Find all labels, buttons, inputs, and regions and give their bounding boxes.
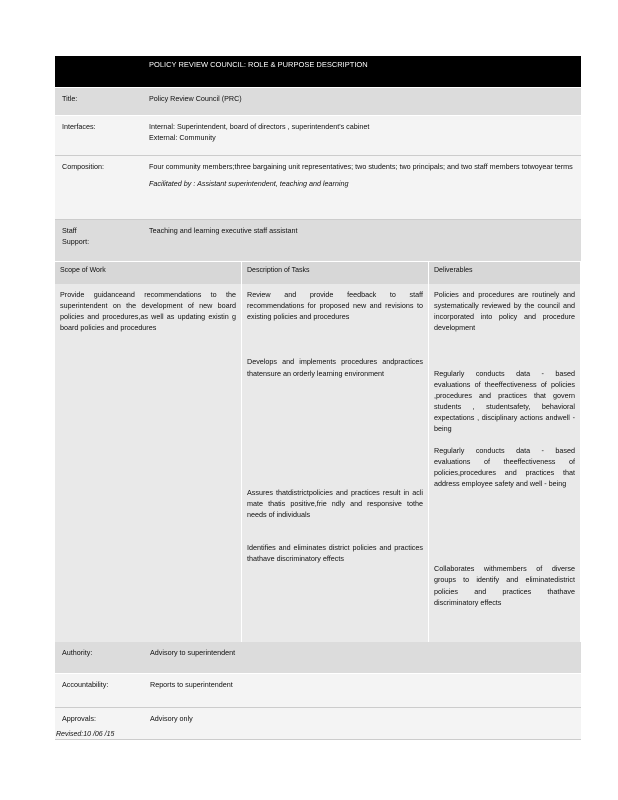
scope-text: Provide guidanceand recommendations to the superintendent on the development of new board policies and procedures,as well as updating existin g board policies and procedures [60,290,236,333]
scope-body-row [55,284,581,642]
deliverables-list [429,284,580,631]
interfaces-value [143,116,581,156]
deliverable-item: Regularly conducts data - based evaluations of theeffectiveness of policies,procedures and practices that address employee safety and well - being [434,445,575,489]
staff-support-value: Teaching and learning executive staff assistant [143,220,581,262]
approvals-value: Advisory only [144,708,581,740]
composition-members: Four community members;three bargaining unit representatives; two students; two principals; and two staff members totwoyear terms [149,162,573,171]
deliverable-item: Regularly conducts data - based evaluations of theeffectiveness of policies ,procedures and practices that govern students , studentsafety, behavioral expectations , disciplinary actions andwell -being [434,368,575,434]
tasks-list [242,284,428,588]
composition-facilitator: Facilitated by : Assistant superintendent, teaching and learning [149,179,349,189]
deliverable-item: Policies and procedures are routinely and systematically reviewed by the council and incorporated into policy and procedure development [434,290,575,333]
accountability-value: Reports to superintendent [144,674,581,708]
task-item: Review and provide feedback to staff recommendations for proposed new and revisions to existing policies and procedures [247,290,423,322]
approvals-row [55,708,581,740]
policy-table [55,56,581,262]
header-blank-cell [55,56,143,87]
accountability-row [55,674,581,708]
authority-row [55,642,581,674]
composition-label: Composition: [55,156,143,220]
task-item: Assures thatdistrictpolicies and practices result in acli mate thatis positive,frie ndly and responsive tothe needs of individuals [247,487,423,520]
scope-header-tasks: Description of Tasks [242,262,429,284]
header-title: POLICY REVIEW COUNCIL: ROLE & PURPOSE DESCRIPTION [143,56,581,87]
staff-support-label [55,220,143,262]
interfaces-external: External: Community [149,133,216,143]
authority-value: Advisory to superintendent [144,642,581,674]
deliverable-item: Collaborates withmembers of diverse groups to identify and eliminatedistrict policies and practices thathave discriminatory effects [434,564,575,607]
title-value: Policy Review Council (PRC) [143,88,581,116]
tasks-cell [242,284,429,642]
staff-label-line2: Support: [62,237,90,247]
interfaces-label: Interfaces: [55,116,143,156]
scope-header-row [55,262,581,284]
interfaces-row [55,116,581,156]
task-item: Develops and implements procedures andpractices thatensure an orderly learning environment [247,357,423,378]
scope-header-scope: Scope of Work [55,262,242,284]
approvals-label: Approvals: [55,708,144,740]
scope-table [55,262,581,642]
composition-value [143,156,581,220]
authority-label: Authority: [55,642,144,674]
staff-support-row [55,220,581,262]
deliverables-cell [429,284,581,642]
composition-row [55,156,581,220]
role-purpose-document [55,56,581,740]
interfaces-internal: Internal: Superintendent, board of directors , superintendent's cabinet [149,122,370,131]
staff-label-line1: Staff [62,226,77,235]
footer-table [55,642,581,740]
accountability-label: Accountability: [55,674,144,708]
header-row [55,56,581,87]
scope-cell [55,284,242,642]
revised-date: Revised:10 /06 /15 [56,731,115,738]
scope-header-deliverables: Deliverables [429,262,581,284]
title-label: Title: [55,88,143,116]
task-item: Identifies and eliminates district policies and practices thathave discriminatory effects [247,543,423,564]
title-row [55,88,581,116]
